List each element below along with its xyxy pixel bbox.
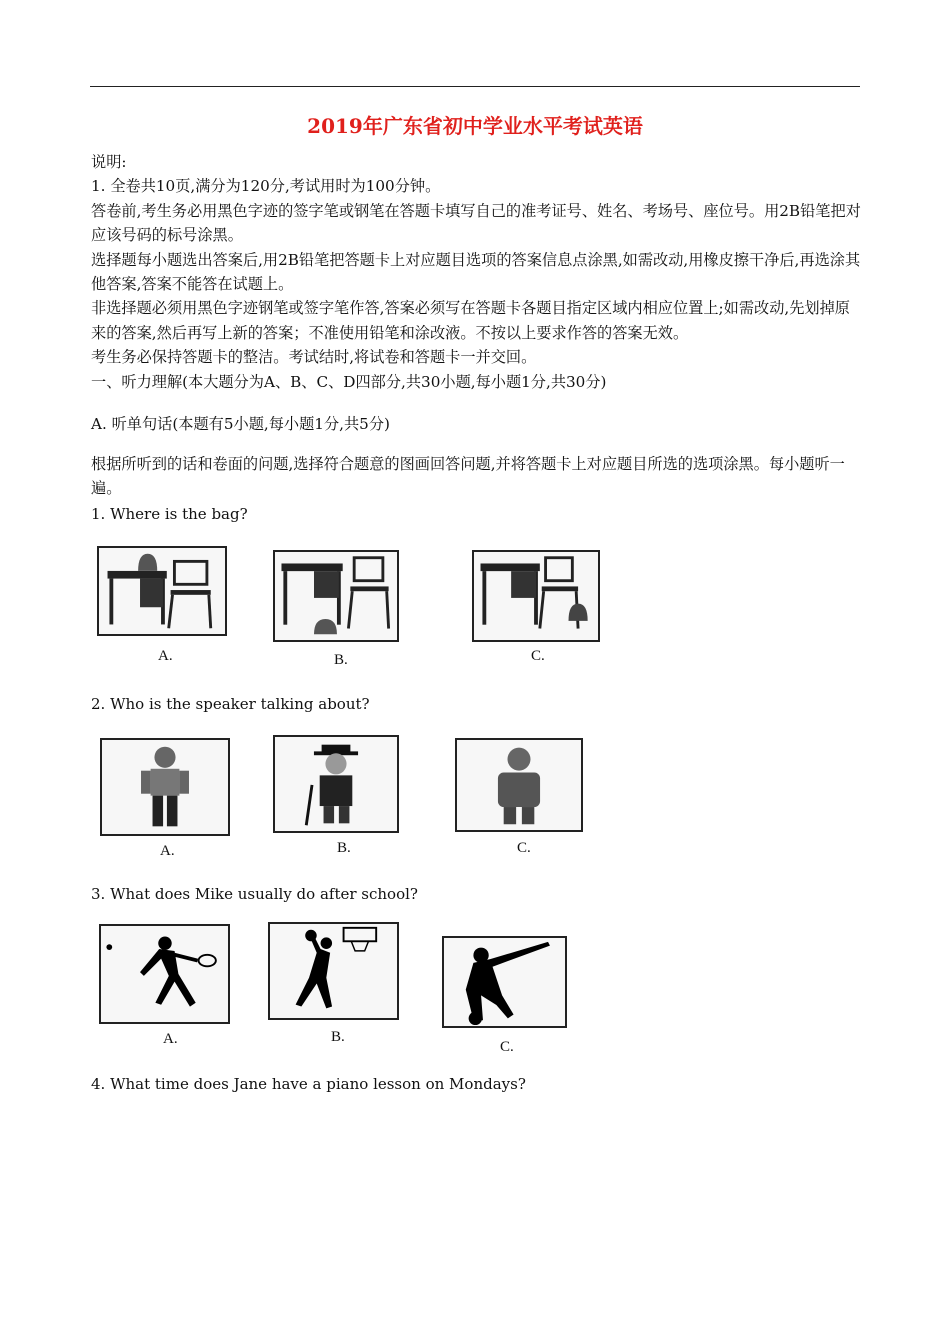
option-label: A. bbox=[158, 648, 173, 664]
football-player-image bbox=[442, 936, 567, 1028]
section-heading: 一、听力理解(本大题分为A、B、C、D四部分,共30小题,每小题1分,共30分) bbox=[91, 372, 607, 391]
desk-chair-bag-under-chair-image bbox=[273, 550, 399, 642]
question-1: 1. Where is the bag? bbox=[91, 505, 248, 523]
question-3: 3. What does Mike usually do after school? bbox=[91, 885, 418, 903]
instructions-heading: 说明: bbox=[91, 153, 127, 171]
question-2: 2. Who is the speaker talking about? bbox=[91, 695, 370, 713]
part-a-instruction bbox=[91, 452, 861, 501]
young-man-image bbox=[100, 738, 230, 836]
option-label: A. bbox=[163, 1031, 178, 1047]
option-label: A. bbox=[160, 843, 175, 859]
instructions bbox=[91, 150, 861, 394]
instruction-line: 非选择题必须用黑色字迹钢笔或签字笔作答,答案必须写在答题卡各题目指定区域内相应位置上;如需改动,先划掉原来的答案,然后再写上新的答案；不准使用铅笔和涂改液。不按以上要求作答的答案无效。 bbox=[91, 299, 850, 342]
question-4: 4. What time does Jane have a piano lesson on Mondays? bbox=[91, 1075, 526, 1093]
basketball-player-image bbox=[268, 922, 399, 1020]
tennis-player-image bbox=[99, 924, 230, 1024]
instruction-line: 1. 全卷共10页,满分为120分,考试用时为100分钟。 bbox=[91, 177, 441, 196]
option-label: C. bbox=[531, 648, 545, 664]
part-a-heading: A. 听单句话(本题有5小题,每小题1分,共5分) bbox=[91, 415, 390, 433]
instruction-line: 考生务必保持答题卡的整洁。考试结时,将试卷和答题卡一并交回。 bbox=[91, 348, 537, 367]
option-label: B. bbox=[337, 840, 351, 856]
old-man-with-cane-image bbox=[273, 735, 399, 833]
option-label: B. bbox=[331, 1029, 345, 1045]
option-label: C. bbox=[517, 840, 531, 856]
desk-chair-bag-on-chair-image bbox=[97, 546, 227, 636]
option-label: B. bbox=[334, 652, 348, 668]
desk-chair-bag-beside-chair-image bbox=[472, 550, 600, 642]
header-rule bbox=[90, 86, 860, 87]
option-label: C. bbox=[500, 1039, 514, 1055]
part-a-instruction-text: 根据所听到的话和卷面的问题,选择符合题意的图画回答问题,并将答题卡上对应题目所选的选项涂黑。每小题听一遍。 bbox=[91, 455, 845, 498]
page-title: 2019年广东省初中学业水平考试英语 bbox=[307, 114, 643, 138]
instruction-line: 答卷前,考生务必用黑色字迹的签字笔或钢笔在答题卡填写自己的准考证号、姓名、考场号、座位号。用2B铅笔把对应该号码的标号涂黑。 bbox=[91, 201, 861, 245]
stout-man-image bbox=[455, 738, 583, 832]
instruction-line: 选择题每小题选出答案后,用2B铅笔把答题卡上对应题目选项的答案信息点涂黑,如需改动,用橡皮擦干净后,再选涂其他答案,答案不能答在试题上。 bbox=[91, 250, 861, 294]
